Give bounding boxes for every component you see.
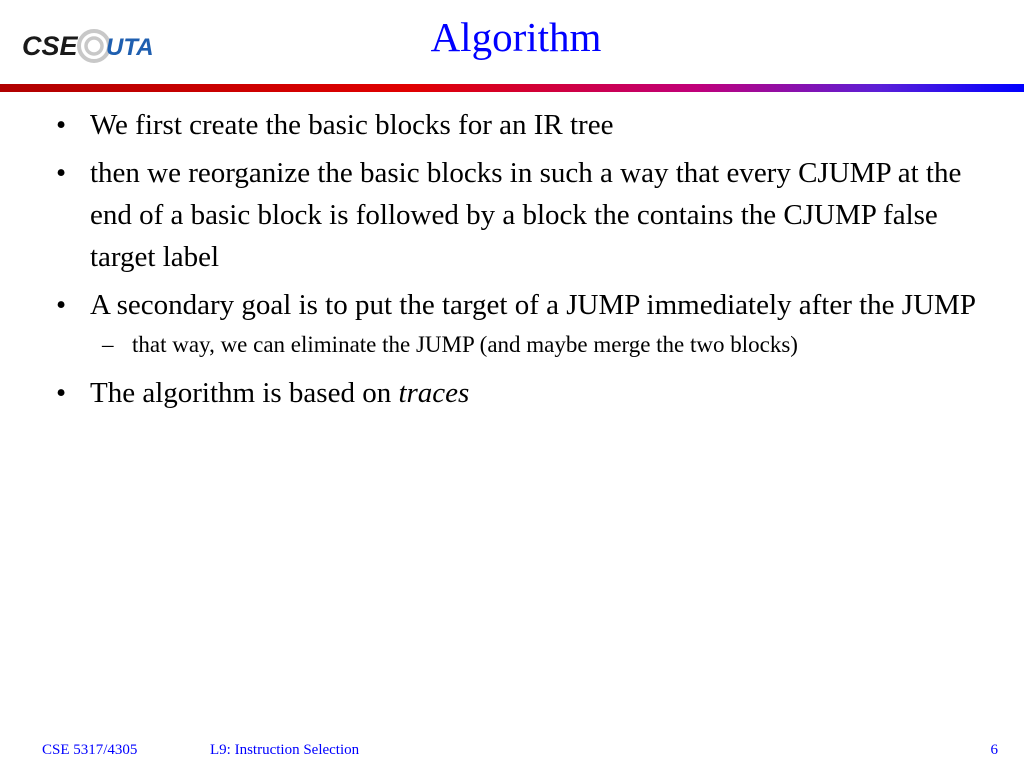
logo-uta: UTA (106, 34, 154, 61)
logo-cse: CSE (22, 31, 78, 61)
slide-title-text: Algorithm (430, 14, 602, 60)
bullet-item (56, 104, 1006, 146)
bullet-marker: • (56, 157, 67, 189)
footer-course: CSE 5317/4305 (42, 742, 138, 758)
slide-title (0, 10, 1024, 64)
bullet-text: We first create the basic blocks for an IR tree (90, 109, 614, 141)
sub-bullet-text: that way, we can eliminate the JUMP (and maybe merge the two blocks) (132, 332, 798, 357)
footer-lecture: L9: Instruction Selection (210, 742, 360, 758)
header-divider (0, 84, 1024, 92)
bullet-marker: • (56, 377, 67, 409)
bullet-item (56, 284, 1006, 326)
slide-body (56, 104, 1006, 420)
sub-bullet-marker: – (102, 332, 114, 357)
bullet-marker: • (56, 289, 67, 321)
sub-bullet-item (56, 328, 1006, 362)
bullet-text: A secondary goal is to put the target of a JUMP immediately after the JUMP (90, 289, 976, 321)
bullet-marker: • (56, 109, 67, 141)
bullet-emphasis: traces (398, 377, 470, 409)
footer-page-number: 6 (990, 742, 998, 758)
bullet-item (56, 372, 1006, 414)
bullet-text: The algorithm is based on (90, 377, 399, 409)
bullet-item (56, 152, 1006, 278)
bullet-text: then we reorganize the basic blocks in such a way that every CJUMP at the end of a basic block is followed by a block the contains the CJUMP false target label (90, 157, 962, 273)
